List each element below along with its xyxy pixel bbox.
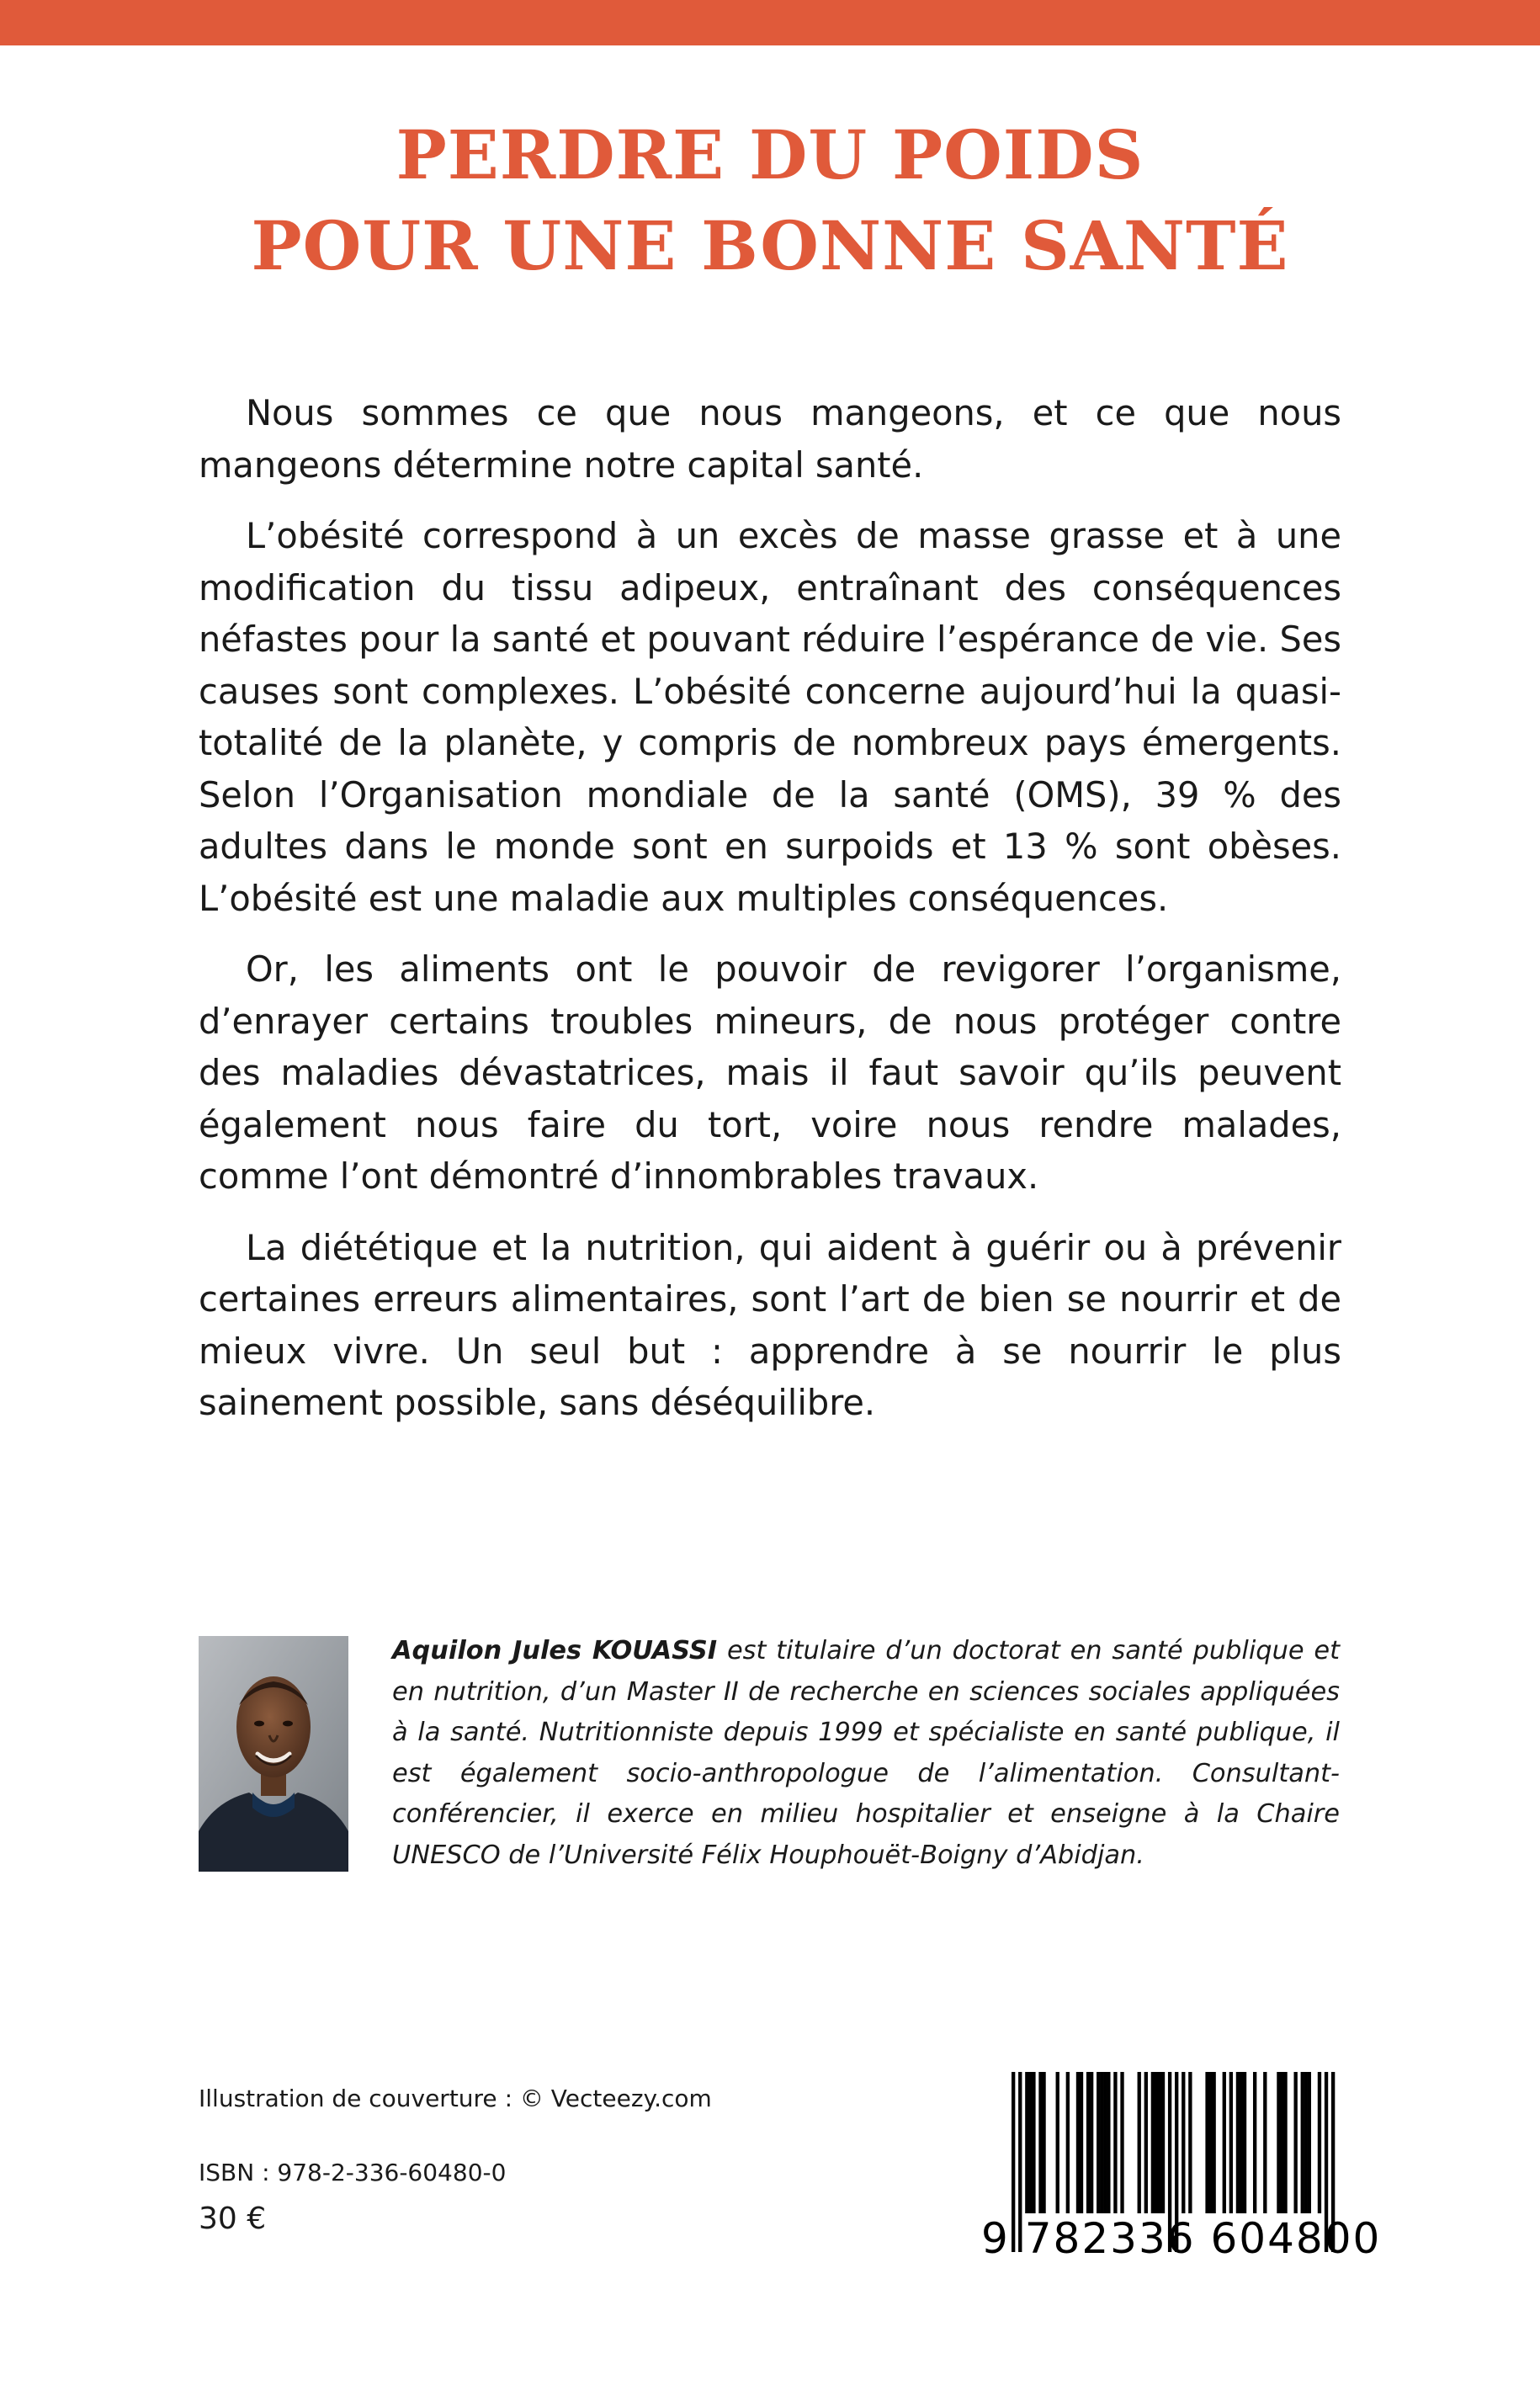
author-photo [199, 1636, 348, 1872]
isbn-number: ISBN : 978-2-336-60480-0 [199, 2159, 507, 2186]
barcode-bar [1223, 2072, 1226, 2213]
barcode-bar [1028, 2072, 1032, 2213]
barcode-bar [1229, 2072, 1233, 2213]
barcode-bar [1138, 2072, 1141, 2213]
barcode-bar [1240, 2072, 1243, 2213]
barcode-bar [1318, 2072, 1321, 2213]
barcode-bar [1103, 2072, 1107, 2213]
barcode-bar [1277, 2072, 1280, 2213]
author-bio-text: est titulaire d’un doctorat en santé publique et en nutrition, d’un Master II de recherche en sciences sociales appliquées à la santé. Nutritionniste depuis 1999 et spécialiste en santé publique, il est également socio-anthropologue de l’alimentation. Consultant-conférencier, il exerce en milieu hospitalier et enseigne à la Chaire UNESCO de l’Université Félix Houphouët-Boigny d’Abidjan. [392, 1636, 1340, 1870]
barcode-bar [1080, 2072, 1083, 2213]
author-portrait-illustration [199, 1636, 348, 1872]
blurb-paragraph-3: Or, les aliments ont le pouvoir de revigorer l’organisme, d’enrayer certains troubles mineurs, de nous protéger contre des maladies dévastatrices, mais il faut savoir qu’ils peuvent également nous faire du tort, voire nous rendre malades, comme l’ont démontré d’innombrables travaux. [199, 948, 1341, 1197]
barcode-bar [1188, 2072, 1192, 2213]
barcode-bar [1056, 2072, 1059, 2213]
blurb-paragraph-4: La diététique et la nutrition, qui aident à guérir ou à prévenir certaines erreurs alimentaires, sont l’art de bien se nourrir et de mieux vivre. Un seul but : apprendre à se nourrir le plus sainement possible, sans déséquilibre. [199, 1226, 1341, 1423]
barcode-bar [1263, 2072, 1267, 2213]
barcode-bar [1308, 2072, 1311, 2213]
barcode-bar [1283, 2072, 1287, 2213]
author-biography [392, 1631, 1340, 1876]
barcode-bar [1076, 2072, 1080, 2213]
barcode-bar [1151, 2072, 1155, 2213]
barcode-bar [1066, 2072, 1070, 2213]
barcode-bar [1144, 2072, 1148, 2213]
title-line-2: POUR UNE BONNE SANTÉ [251, 206, 1289, 285]
barcode-bar [1161, 2072, 1165, 2213]
barcode-bar [1236, 2072, 1240, 2213]
blurb-paragraph-1: Nous sommes ce que nous mangeons, et ce que nous mangeons détermine notre capital santé. [199, 392, 1341, 486]
cover-illustration-credit: Illustration de couverture : © Vecteezy.com [199, 2085, 712, 2112]
price-label: 30 € [199, 2202, 267, 2236]
barcode-bar [1293, 2072, 1297, 2213]
barcode-bar [1212, 2072, 1215, 2213]
barcode-bar [1208, 2072, 1212, 2213]
barcode-bar [1038, 2072, 1042, 2213]
barcode-bar [1042, 2072, 1045, 2213]
barcode-bar [1086, 2072, 1090, 2213]
author-name: Aquilon Jules KOUASSI [392, 1636, 718, 1665]
blurb-paragraph-2: L’obésité correspond à un excès de masse grasse et à une modification du tissu adipeux, entraînant des conséquences néfastes pour la santé et pouvant réduire l’espérance de vie. Ses causes sont complexes. L’obésité concerne aujourd’hui la quasi-totalité de la planète, y compris de nombreux pays émergents. Selon l’Organisation mondiale de la santé (OMS), 39 % des adultes dans le monde sont en surpoids et 13 % sont obèses. L’obésité est une maladie aux multiples conséquences. [199, 515, 1341, 919]
barcode-bar [1090, 2072, 1093, 2213]
barcode-bar [1155, 2072, 1158, 2213]
barcode-bar [1253, 2072, 1256, 2213]
title-line-1: PERDRE DU POIDS [396, 115, 1144, 194]
barcode-bar [1097, 2072, 1100, 2213]
barcode-bar [1182, 2072, 1185, 2213]
barcode-bar [1032, 2072, 1035, 2213]
barcode-bar [1120, 2072, 1123, 2213]
barcode-bar [1158, 2072, 1161, 2213]
barcode-bar [1205, 2072, 1208, 2213]
barcode-bar [1243, 2072, 1246, 2213]
barcode-bar [1301, 2072, 1304, 2213]
barcode-bar [1100, 2072, 1103, 2213]
top-accent-band [0, 0, 1540, 45]
barcode-bar [1025, 2072, 1028, 2213]
book-title [0, 109, 1540, 291]
barcode-bar [1113, 2072, 1117, 2213]
barcode-digits: 9 782336 604800 [981, 2214, 1382, 2263]
barcode-bar [1304, 2072, 1308, 2213]
barcode-bar [1107, 2072, 1110, 2213]
back-cover-blurb [199, 387, 1341, 1429]
barcode-bar [1280, 2072, 1283, 2213]
